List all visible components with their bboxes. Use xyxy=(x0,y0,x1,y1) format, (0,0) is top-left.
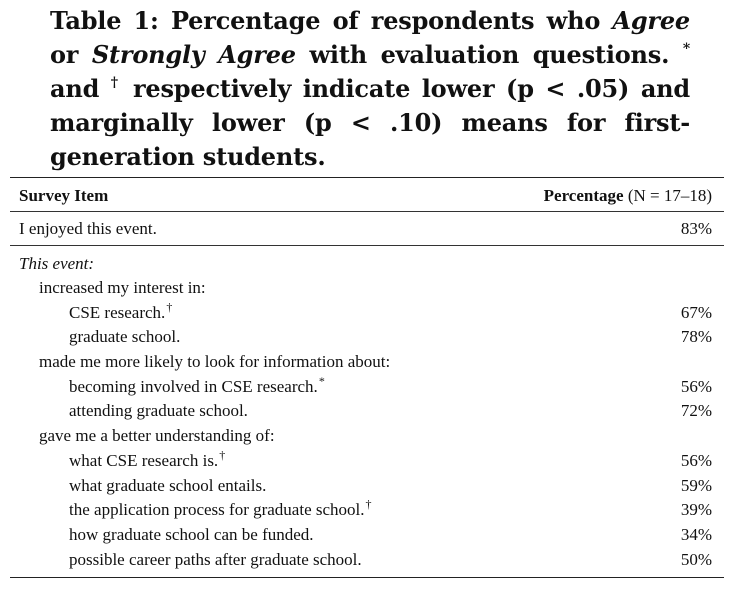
table-row xyxy=(10,399,724,424)
bottom-rule xyxy=(10,577,724,578)
row-value: 50% xyxy=(680,549,712,569)
row-label xyxy=(69,375,325,400)
row-label xyxy=(69,548,362,573)
table-row xyxy=(10,548,724,573)
row-value: 39% xyxy=(680,500,712,520)
caption-suffix: respectively indicate lower (p < .05) and marginally lower (p < .10) means for first-generation students. xyxy=(50,74,691,171)
section-label: increased my interest in: xyxy=(39,278,206,297)
caption-agree: Agree xyxy=(612,6,690,35)
row-label-text: how graduate school can be funded. xyxy=(69,524,314,544)
row-value: 56% xyxy=(680,450,712,470)
header-percentage-label: Percentage xyxy=(543,186,624,205)
row-label-text: what graduate school entails. xyxy=(69,475,267,495)
row-label xyxy=(69,301,172,326)
table-row xyxy=(10,325,724,350)
row-label xyxy=(69,325,180,350)
row-label-text: CSE research. xyxy=(69,302,166,322)
row-label-text: becoming involved in CSE research. xyxy=(69,376,318,396)
row-value: 56% xyxy=(680,376,712,396)
section-label: gave me a better understanding of: xyxy=(39,426,275,446)
row-label-text: graduate school. xyxy=(69,327,181,347)
table-body xyxy=(10,276,724,572)
row-label xyxy=(69,523,314,548)
row-value: 59% xyxy=(680,475,712,495)
table-header xyxy=(10,178,724,211)
table-row xyxy=(10,474,724,499)
significance-mark: † xyxy=(219,447,226,462)
group-label: This event: xyxy=(19,254,95,273)
table-row xyxy=(10,449,724,474)
section-label: made me more likely to look for information about: xyxy=(39,352,391,372)
row-value: 83% xyxy=(680,219,712,238)
caption-prefix: Table 1: Percentage of respondents who xyxy=(50,6,613,35)
table-row-enjoyed xyxy=(10,212,724,245)
section-label-row xyxy=(10,424,724,449)
caption-mid: with evaluation questions. xyxy=(295,40,683,69)
survey-table xyxy=(10,177,724,578)
table-row xyxy=(10,523,724,548)
significance-mark: † xyxy=(166,299,173,314)
group-label-row xyxy=(10,246,724,276)
header-percentage xyxy=(544,178,712,214)
caption-and: and xyxy=(50,74,111,103)
caption-star-mark: * xyxy=(682,41,690,57)
table-row xyxy=(10,375,724,400)
row-label xyxy=(69,498,372,523)
caption-strongly-agree: Strongly Agree xyxy=(91,40,296,69)
section-label-row xyxy=(10,350,724,375)
row-label-text: attending graduate school. xyxy=(69,401,248,421)
row-value: 67% xyxy=(680,302,712,322)
row-value: 72% xyxy=(680,401,712,421)
row-label-text: the application process for graduate school. xyxy=(69,500,365,520)
row-label xyxy=(69,399,248,424)
table-row xyxy=(10,498,724,523)
caption-dagger-mark: † xyxy=(110,75,122,91)
table-row xyxy=(10,301,724,326)
row-value: 34% xyxy=(680,524,712,544)
row-value: 78% xyxy=(680,327,712,347)
significance-mark: † xyxy=(365,497,372,512)
row-label-text: possible career paths after graduate school. xyxy=(69,549,362,569)
section-label-row xyxy=(10,276,724,301)
row-label xyxy=(69,449,225,474)
significance-mark: * xyxy=(318,373,325,388)
header-n: (N = 17–18) xyxy=(623,186,712,205)
table-caption xyxy=(50,4,690,174)
caption-or: or xyxy=(50,40,92,69)
row-label xyxy=(69,474,266,499)
row-label: I enjoyed this event. xyxy=(19,219,157,238)
header-survey-item: Survey Item xyxy=(19,186,109,205)
row-label-text: what CSE research is. xyxy=(69,450,219,470)
